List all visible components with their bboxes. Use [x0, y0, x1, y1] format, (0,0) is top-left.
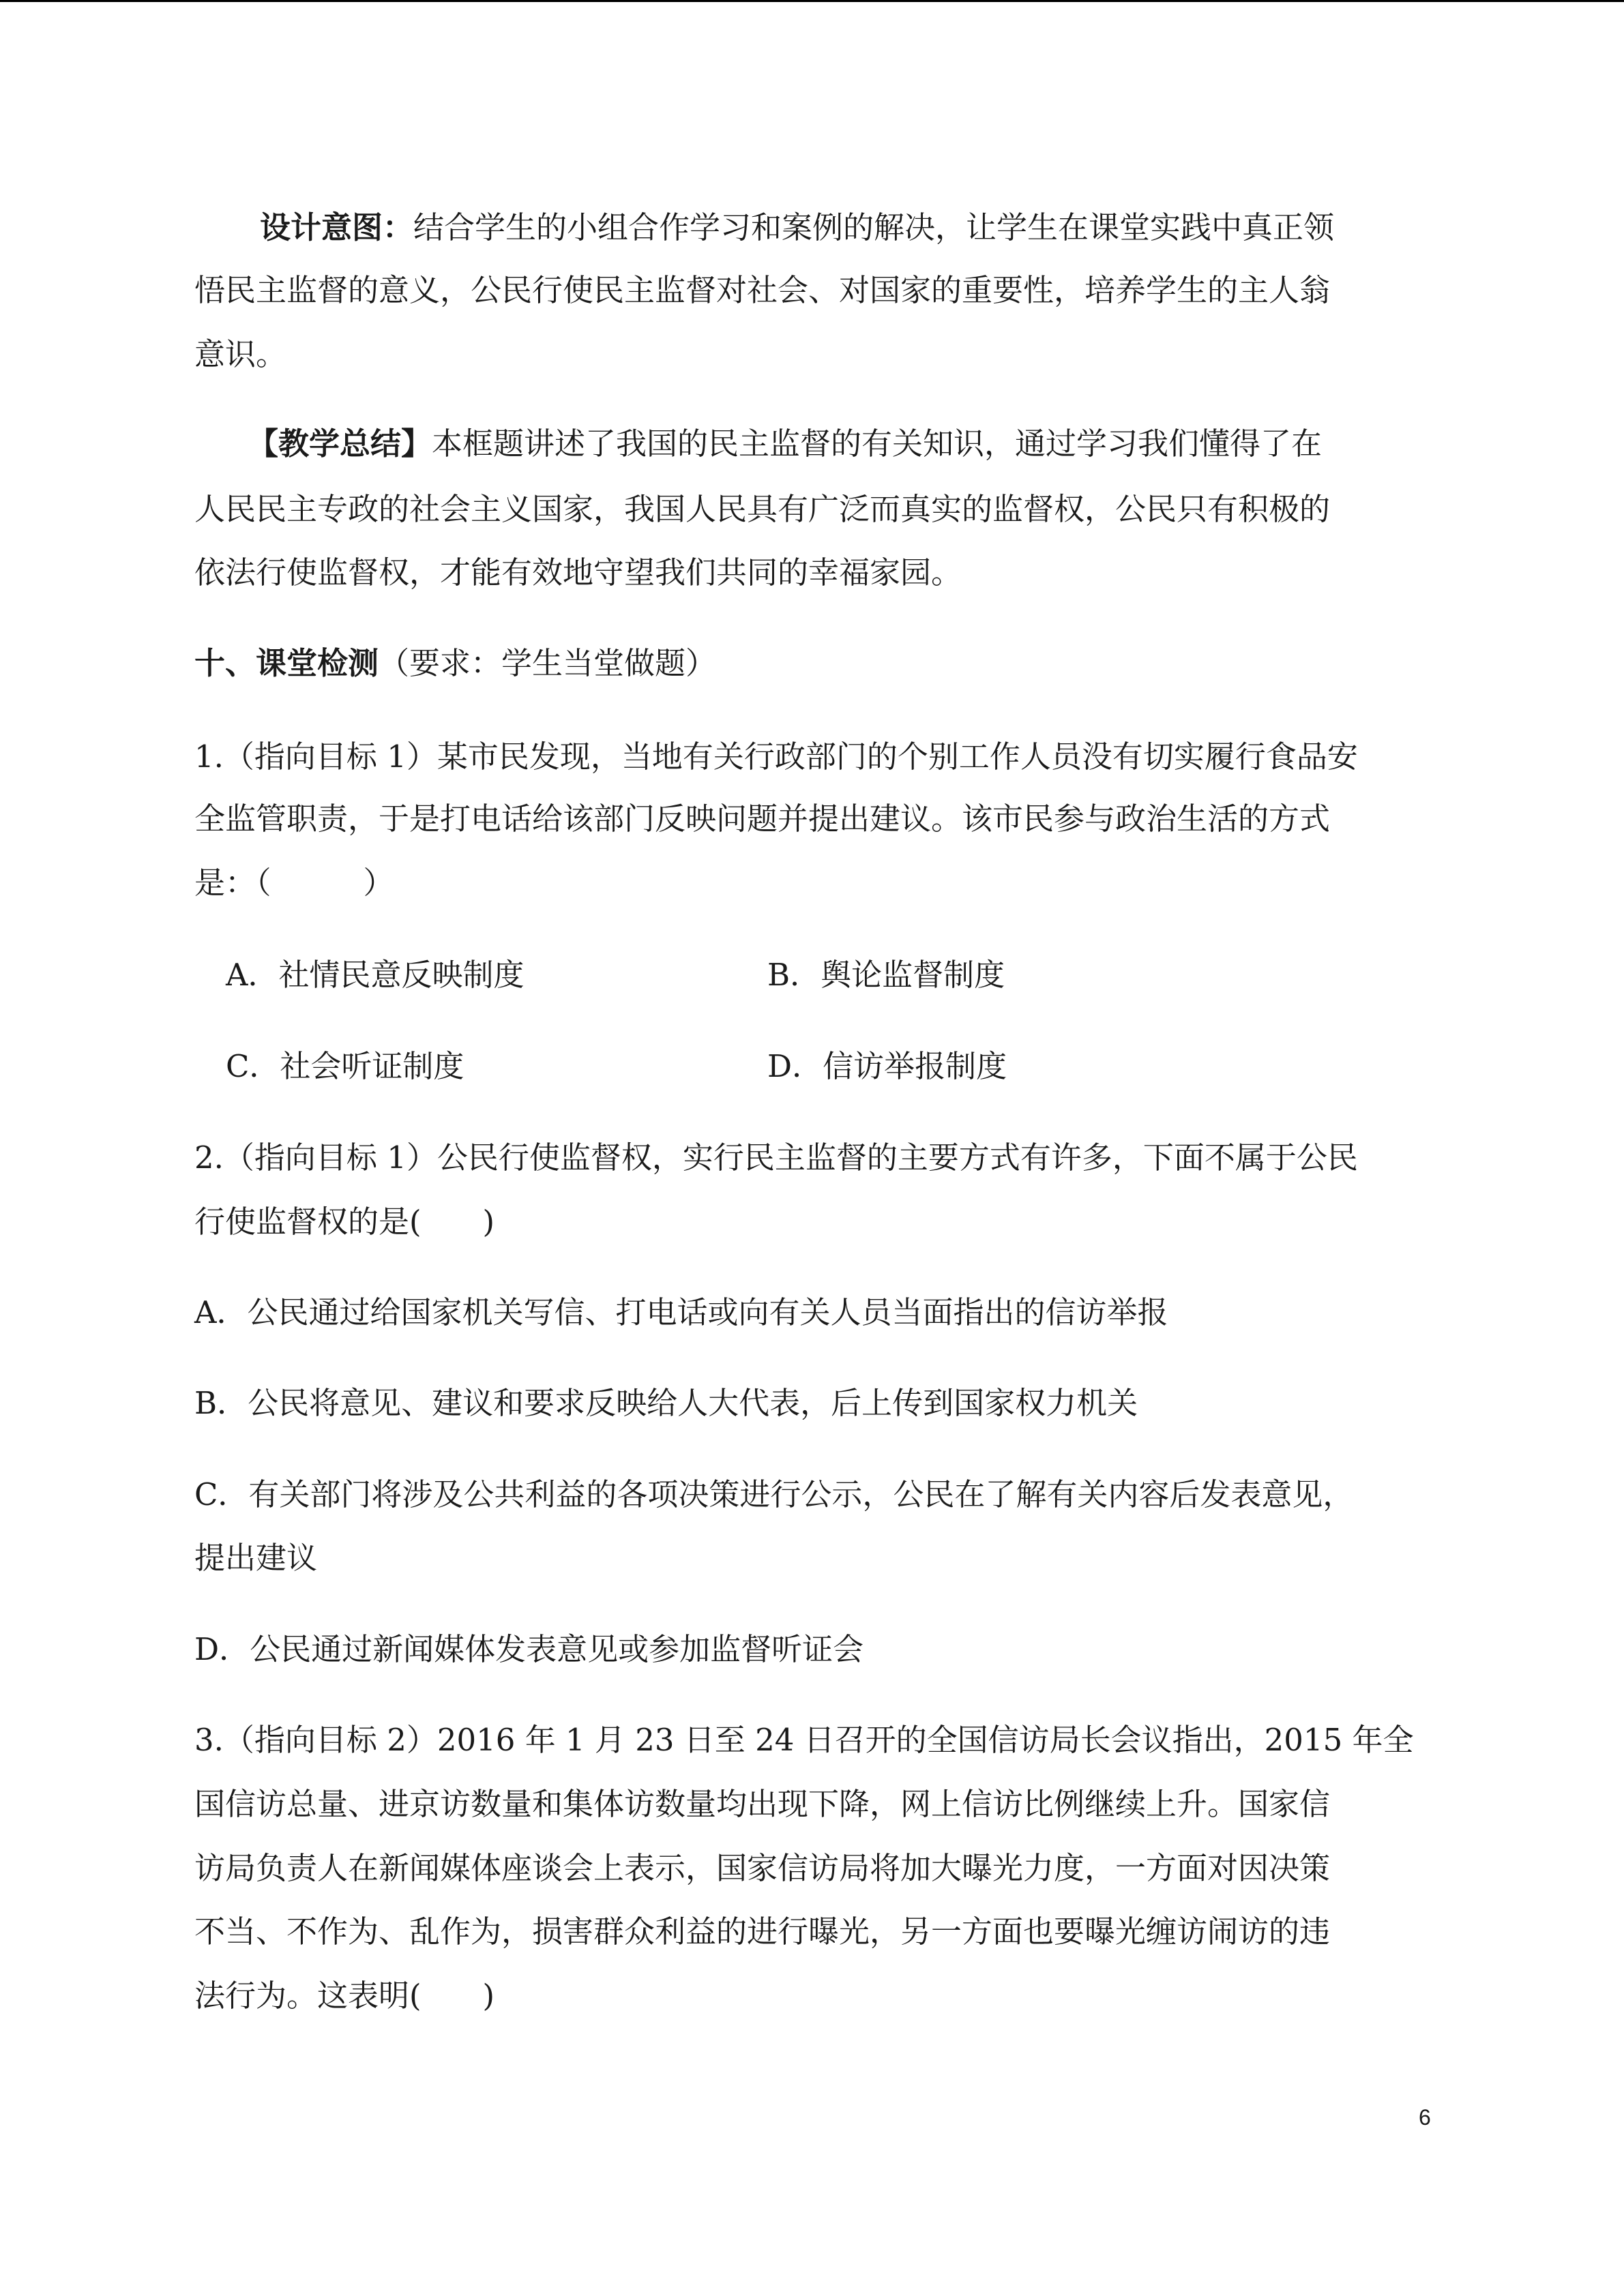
section-note: （要求：学生当堂做题） [379, 645, 717, 681]
design-intent-label: 设计意图： [260, 209, 414, 245]
summary-line-2: 人民民主专政的社会主义国家，我国人民具有广泛而真实的监督权，公民只有积极的 [194, 491, 1331, 527]
q1-option-a: A．社情民意反映制度 [226, 957, 525, 993]
q3-line-4: 不当、不作为、乱作为，损害群众利益的进行曝光，另一方面也要曝光缠访闹访的违 [194, 1913, 1331, 1950]
summary-line-1 [248, 423, 1322, 464]
q3-line-1: 3.（指向目标 2）2016 年 1 月 23 日至 24 日召开的全国信访局长会议指出，2015 年全 [194, 1722, 1414, 1758]
section-heading [194, 643, 716, 684]
q1-line-2: 全监管职责，于是打电话给该部门反映问题并提出建议。该市民参与政治生活的方式 [194, 801, 1331, 837]
q1-option-c: C．社会听证制度 [226, 1048, 464, 1084]
summary-label: 【教学总结】 [248, 426, 432, 462]
design-intent-line-3: 意识。 [194, 336, 287, 372]
design-intent-line-2: 悟民主监督的意义，公民行使民主监督对社会、对国家的重要性，培养学生的主人翁 [194, 272, 1331, 308]
q1-option-b: B．舆论监督制度 [767, 957, 1005, 993]
summary-line-3: 依法行使监督权，才能有效地守望我们共同的幸福家园。 [194, 554, 962, 591]
q2-option-c-line-1: C．有关部门将涉及公共利益的各项决策进行公示，公民在了解有关内容后发表意见， [194, 1476, 1354, 1512]
q3-line-2: 国信访总量、进京访数量和集体访数量均出现下降，网上信访比例继续上升。国家信 [194, 1786, 1331, 1822]
q1-line-3: 是：（ ） [194, 865, 394, 901]
summary-text-1: 本框题讲述了我国的民主监督的有关知识，通过学习我们懂得了在 [432, 426, 1323, 462]
design-intent-text-1: 结合学生的小组合作学习和案例的解决，让学生在课堂实践中真正领 [413, 209, 1335, 245]
q2-line-2: 行使监督权的是( ) [194, 1204, 495, 1240]
q1-option-d: D．信访举报制度 [767, 1048, 1007, 1084]
q1-line-1: 1.（指向目标 1）某市民发现，当地有关行政部门的个别工作人员没有切实履行食品安 [194, 739, 1358, 775]
q2-option-c-line-2: 提出建议 [194, 1540, 318, 1576]
q3-line-3: 访局负责人在新闻媒体座谈会上表示，国家信访局将加大曝光力度，一方面对因决策 [194, 1850, 1331, 1886]
q2-option-d: D．公民通过新闻媒体发表意见或参加监督听证会 [194, 1631, 864, 1667]
q2-option-b: B．公民将意见、建议和要求反映给人大代表，后上传到国家权力机关 [194, 1385, 1138, 1421]
design-intent-line-1 [260, 207, 1334, 248]
q2-line-1: 2.（指向目标 1）公民行使监督权，实行民主监督的主要方式有许多，下面不属于公民 [194, 1139, 1358, 1176]
q3-line-5: 法行为。这表明( ) [194, 1978, 495, 2014]
page-number: 6 [1419, 2105, 1431, 2130]
q2-option-a: A．公民通过给国家机关写信、打电话或向有关人员当面指出的信访举报 [194, 1294, 1168, 1330]
section-title: 十、课堂检测 [194, 645, 379, 681]
